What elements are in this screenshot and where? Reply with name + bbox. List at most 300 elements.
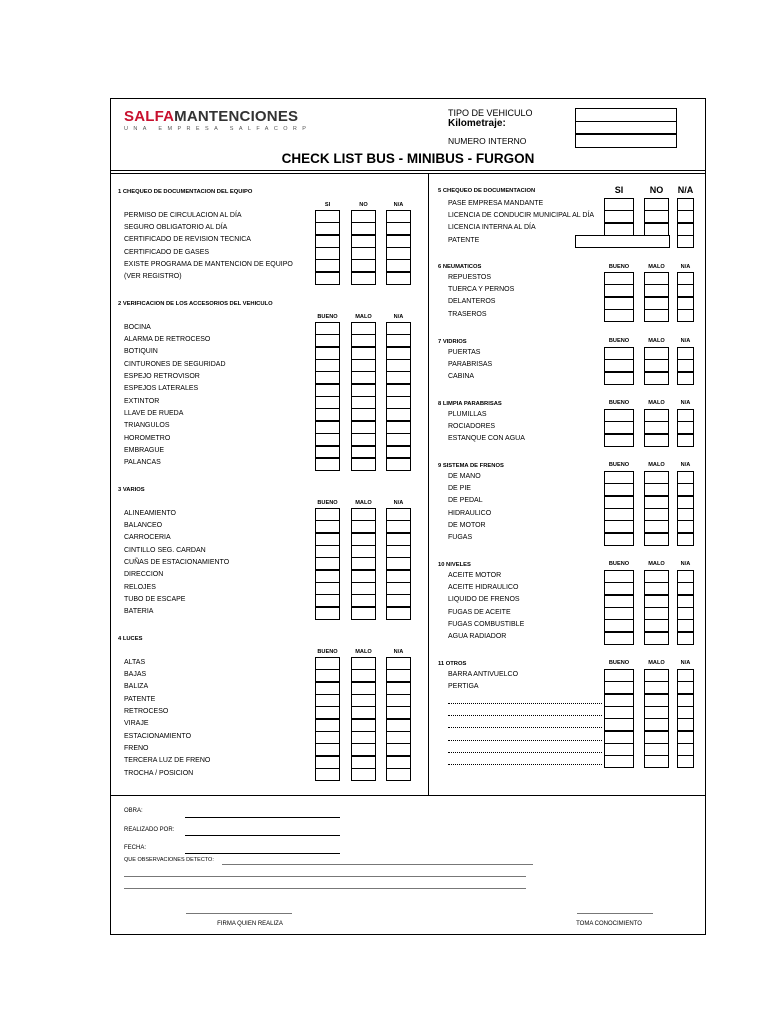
checkbox-na[interactable] [677,471,694,484]
checkbox-na[interactable] [386,235,411,248]
checkbox-na[interactable] [386,533,411,546]
checklist-item-label: FUGAS [448,534,473,542]
checkbox-si[interactable] [315,222,340,235]
checklist-item-label: TUBO DE ESCAPE [124,595,186,603]
checkbox-na[interactable] [677,607,694,620]
checkbox-na[interactable] [386,433,411,446]
checkbox-malo[interactable] [644,272,669,285]
checkbox-malo[interactable] [351,582,376,595]
section-title: 10 NIVELES [438,562,471,568]
checkbox-malo[interactable] [351,570,376,583]
checkbox-malo[interactable] [351,396,376,409]
column-header: MALO [648,660,665,666]
checkbox-bueno[interactable] [604,681,634,694]
checkbox-na[interactable] [677,434,694,447]
checkbox-bueno[interactable] [604,496,634,509]
column-header: N/A [393,649,404,655]
checklist-item-label: TROCHA / POSICION [124,769,194,777]
footer-divider [110,795,706,796]
checkbox-bueno[interactable] [315,657,340,670]
checkbox-bueno[interactable] [315,508,340,521]
checkbox-bueno[interactable] [604,272,634,285]
checklist-item-label: TUERCA Y PERNOS [448,285,515,293]
checkbox-malo[interactable] [644,421,669,434]
checkbox-bueno[interactable] [315,682,340,695]
checkbox-na[interactable] [677,297,694,310]
checklist-item-label: EXISTE PROGRAMA DE MANTENCION DE EQUIPO [124,260,293,268]
checkbox-malo[interactable] [351,508,376,521]
checkbox-na[interactable] [677,421,694,434]
column-header: BUENO [608,660,630,666]
checkbox-malo[interactable] [351,694,376,707]
checkbox-malo[interactable] [351,371,376,384]
checklist-item-label: RELOJES [124,583,156,591]
checkbox-na[interactable] [677,347,694,360]
checklist-item-label: ESTACIONAMIENTO [124,732,192,740]
checkbox-si[interactable] [315,259,340,272]
checkbox-bueno[interactable] [315,607,340,620]
checklist-item-label: HIDRAULICO [448,509,492,517]
observaciones-line[interactable] [124,876,526,877]
checkbox-si[interactable] [604,223,634,236]
checkbox-bueno[interactable] [315,533,340,546]
checkbox-bueno[interactable] [604,347,634,360]
checkbox-si[interactable] [315,210,340,223]
column-header: N/A [393,500,404,506]
checkbox-malo[interactable] [351,594,376,607]
checkbox-na[interactable] [677,409,694,422]
observaciones-line[interactable] [124,888,526,889]
kilometraje-field[interactable] [575,121,677,134]
checkbox-malo[interactable] [644,284,669,297]
header-divider [110,170,706,171]
checkbox-bueno[interactable] [604,669,634,682]
checkbox-malo[interactable] [351,768,376,781]
checkbox-bueno[interactable] [315,719,340,732]
section-title: 7 VIDRIOS [438,339,467,345]
checkbox-na[interactable] [386,347,411,360]
checkbox-na[interactable] [386,259,411,272]
checkbox-bueno[interactable] [315,594,340,607]
checklist-item-label: LICENCIA INTERNA AL DÍA [448,224,536,232]
checkbox-malo[interactable] [644,619,669,632]
checkbox-na[interactable] [386,508,411,521]
checkbox-bueno[interactable] [315,408,340,421]
checkbox-no[interactable] [351,235,376,248]
checkbox-bueno[interactable] [604,533,634,546]
checkbox-na[interactable] [677,669,694,682]
checkbox-malo[interactable] [644,496,669,509]
checkbox-bueno[interactable] [315,756,340,769]
observaciones-line[interactable] [222,864,533,865]
section-title: 6 NEUMATICOS [438,264,482,270]
checkbox-bueno[interactable] [315,669,340,682]
column-header: N/A [680,338,691,344]
section-title: 11 OTROS [438,661,467,667]
checkbox-malo[interactable] [644,632,669,645]
checkbox-na[interactable] [677,533,694,546]
checkbox-malo[interactable] [644,669,669,682]
checkbox-na[interactable] [386,657,411,670]
checkbox-na[interactable] [677,210,694,223]
checkbox-na[interactable] [677,706,694,719]
checkbox-na[interactable] [386,396,411,409]
checkbox-na[interactable] [677,272,694,285]
checkbox-na[interactable] [386,371,411,384]
checkbox-na[interactable] [386,272,411,285]
checkbox-no[interactable] [644,198,669,211]
column-header: SI [614,185,624,195]
checkbox-no[interactable] [351,222,376,235]
checklist-item-label: ACEITE HIDRAULICO [448,583,519,591]
checkbox-bueno[interactable] [315,731,340,744]
checkbox-na[interactable] [386,743,411,756]
checkbox-bueno[interactable] [315,458,340,471]
checkbox-malo[interactable] [644,409,669,422]
checklist-item-label: PUERTAS [448,348,481,356]
toma-conocimiento-line[interactable] [577,913,653,914]
checklist-item-label: FRENO [124,744,149,752]
checkbox-na[interactable] [386,582,411,595]
checkbox-bueno[interactable] [604,694,634,707]
checkbox-malo[interactable] [351,334,376,347]
checkbox-bueno[interactable] [604,595,634,608]
column-header: BUENO [608,400,630,406]
checkbox-malo[interactable] [644,570,669,583]
checklist-item-label: BALIZA [124,683,149,691]
checkbox-bueno[interactable] [315,334,340,347]
checkbox-malo[interactable] [351,669,376,682]
column-header: N/A [393,314,404,320]
checkbox-na[interactable] [386,570,411,583]
checklist-item-label: BATERIA [124,608,154,616]
checkbox-bueno[interactable] [315,694,340,707]
checkbox-na[interactable] [386,706,411,719]
checklist-item-label: CABINA [448,373,475,381]
checkbox-bueno[interactable] [315,433,340,446]
checklist-item-label: PATENTE [124,695,156,703]
checkbox-bueno[interactable] [315,706,340,719]
checkbox-bueno[interactable] [604,743,634,756]
checkbox-na[interactable] [386,520,411,533]
checklist-item-label: BOCINA [124,323,151,331]
checklist-item-label: DELANTEROS [448,298,496,306]
column-header: NO [649,185,664,195]
checkbox-na[interactable] [386,446,411,459]
checkbox-si[interactable] [604,210,634,223]
column-header: BUENO [317,649,338,655]
numero-interno-field[interactable] [575,134,677,148]
checkbox-malo[interactable] [351,408,376,421]
column-header: N/A [680,561,691,567]
checkbox-malo[interactable] [351,545,376,558]
checklist-item-label: ROCIADORES [448,422,496,430]
checkbox-malo[interactable] [351,446,376,459]
checkbox-na[interactable] [677,595,694,608]
checkbox-si[interactable] [315,247,340,260]
firma-quien-realiza-label: FIRMA QUIEN REALIZA [217,921,283,927]
realizado-por-field[interactable] [185,835,340,836]
blank-item-line[interactable] [448,715,602,716]
checkbox-bueno[interactable] [604,706,634,719]
checklist-item-label: BAJAS [124,670,147,678]
checkbox-bueno[interactable] [604,297,634,310]
checkbox-na[interactable] [677,731,694,744]
checkbox-malo[interactable] [351,756,376,769]
checkbox-malo[interactable] [351,533,376,546]
checkbox-malo[interactable] [351,433,376,446]
checkbox-na[interactable] [386,607,411,620]
patente-input[interactable] [575,235,670,248]
checkbox-malo[interactable] [351,719,376,732]
checkbox-bueno[interactable] [315,359,340,372]
checkbox-no[interactable] [351,259,376,272]
checkbox-no[interactable] [351,272,376,285]
checkbox-bueno[interactable] [604,508,634,521]
checkbox-malo[interactable] [351,520,376,533]
tipo-vehiculo-field[interactable] [575,108,677,122]
checkbox-bueno[interactable] [604,570,634,583]
checklist-item-label: PASE EMPRESA MANDANTE [448,199,544,207]
fecha-field[interactable] [185,853,340,854]
checkbox-bueno[interactable] [604,284,634,297]
blank-item-line[interactable] [448,764,602,765]
checkbox-na[interactable] [677,582,694,595]
checkbox-na[interactable] [386,768,411,781]
checkbox-na[interactable] [677,359,694,372]
checkbox-si[interactable] [604,198,634,211]
checkbox-na[interactable] [386,247,411,260]
checklist-item-label: PALANCAS [124,459,161,467]
checkbox-bueno[interactable] [604,372,634,385]
checkbox-na[interactable] [386,731,411,744]
checkbox-na[interactable] [677,718,694,731]
checkbox-na[interactable] [386,682,411,695]
section-title: 8 LIMPIA PARABRISAS [438,401,502,407]
checkbox-malo[interactable] [644,743,669,756]
company-tagline: UNA EMPRESA SALFACORP [124,126,312,132]
checklist-item-label: PERMISO DE CIRCULACION AL DÍA [124,211,242,219]
checklist-item-label: PLUMILLAS [448,410,487,418]
checkbox-bueno[interactable] [604,471,634,484]
checkbox-na[interactable] [386,756,411,769]
checkbox-si[interactable] [315,235,340,248]
checklist-item-label: ACEITE MOTOR [448,571,502,579]
checkbox-bueno[interactable] [315,371,340,384]
column-header: N/A [680,400,691,406]
checkbox-malo[interactable] [644,607,669,620]
checkbox-na[interactable] [386,222,411,235]
blank-item-line[interactable] [448,727,602,728]
column-header: MALO [648,462,665,468]
checkbox-bueno[interactable] [315,557,340,570]
checkbox-malo[interactable] [644,520,669,533]
checkbox-malo[interactable] [351,322,376,335]
checklist-item-label: LLAVE DE RUEDA [124,409,184,417]
blank-item-line[interactable] [448,752,602,753]
checkbox-bueno[interactable] [604,731,634,744]
checkbox-bueno[interactable] [315,347,340,360]
checkbox-malo[interactable] [351,743,376,756]
column-header: MALO [355,500,372,506]
checkbox-malo[interactable] [644,483,669,496]
checkbox-na[interactable] [386,334,411,347]
checkbox-na[interactable] [677,743,694,756]
checkbox-bueno[interactable] [315,322,340,335]
checkbox-malo[interactable] [644,706,669,719]
checkbox-malo[interactable] [351,657,376,670]
checkbox-bueno[interactable] [315,743,340,756]
checkbox-bueno[interactable] [604,718,634,731]
checkbox-bueno[interactable] [315,520,340,533]
checkbox-malo[interactable] [351,347,376,360]
column-header: MALO [648,400,665,406]
checkbox-malo[interactable] [644,694,669,707]
checkbox-malo[interactable] [351,607,376,620]
checkbox-bueno[interactable] [315,570,340,583]
checkbox-no[interactable] [644,210,669,223]
checkbox-na[interactable] [386,408,411,421]
checkbox-bueno[interactable] [315,384,340,397]
checkbox-na[interactable] [386,210,411,223]
toma-conocimiento-label: TOMA CONOCIMIENTO [576,921,642,927]
checkbox-bueno[interactable] [315,446,340,459]
checklist-item-label: CUÑAS DE ESTACIONAMIENTO [124,558,230,566]
checklist-item-label: EMBRAGUE [124,447,165,454]
checkbox-bueno[interactable] [604,409,634,422]
checkbox-na[interactable] [386,694,411,707]
checkbox-bueno[interactable] [604,421,634,434]
checkbox-malo[interactable] [351,458,376,471]
checkbox-na[interactable] [386,458,411,471]
checkbox-na[interactable] [677,570,694,583]
checkbox-bueno[interactable] [604,309,634,322]
checkbox-malo[interactable] [644,347,669,360]
checkbox-bueno[interactable] [604,434,634,447]
page-title: CHECK LIST BUS - MINIBUS - FURGON [281,151,535,166]
checkbox-bueno[interactable] [315,545,340,558]
checkbox-malo[interactable] [351,682,376,695]
checkbox-na[interactable] [677,755,694,768]
checkbox-bueno[interactable] [604,520,634,533]
checkbox-bueno[interactable] [604,582,634,595]
obra-field[interactable] [185,817,340,818]
checkbox-malo[interactable] [351,731,376,744]
section-title: 2 VERIFICACION DE LOS ACCESORIOS DEL VEHICULO [118,301,273,307]
checkbox-malo[interactable] [351,384,376,397]
checkbox-malo[interactable] [644,595,669,608]
checkbox-bueno[interactable] [604,483,634,496]
checklist-item-label: ALTAS [124,658,146,666]
checkbox-na[interactable] [677,508,694,521]
checkbox-na[interactable] [677,694,694,707]
checkbox-na[interactable] [386,594,411,607]
checkbox-bueno[interactable] [604,755,634,768]
checkbox-bueno[interactable] [604,619,634,632]
checkbox-bueno[interactable] [604,359,634,372]
checkbox-si[interactable] [315,272,340,285]
checkbox-na[interactable] [386,322,411,335]
blank-item-line[interactable] [448,703,602,704]
section-title: 1 CHEQUEO DE DOCUMENTACION DEL EQUIPO [118,189,253,195]
firma-line[interactable] [186,913,292,914]
checkbox-bueno[interactable] [604,632,634,645]
checkbox-malo[interactable] [644,309,669,322]
checklist-item-label: AGUA RADIADOR [448,633,507,641]
checklist-item-label: CINTILLO SEG. CARDAN [124,546,206,554]
checkbox-na[interactable] [677,496,694,509]
checklist-item-label: CARROCERIA [124,534,171,542]
checkbox-bueno[interactable] [315,396,340,409]
checkbox-na[interactable] [677,235,694,248]
checkbox-malo[interactable] [351,421,376,434]
checkbox-na[interactable] [677,223,694,236]
checkbox-na[interactable] [386,545,411,558]
checkbox-no[interactable] [351,247,376,260]
blank-item-line[interactable] [448,740,602,741]
checkbox-malo[interactable] [351,557,376,570]
checkbox-na[interactable] [677,372,694,385]
checkbox-no[interactable] [351,210,376,223]
section-title: 9 SISTEMA DE FRENOS [438,463,504,469]
checklist-item-label: TRIANGULOS [124,422,170,430]
column-header: MALO [648,338,665,344]
checkbox-malo[interactable] [351,706,376,719]
checkbox-na[interactable] [677,520,694,533]
checkbox-bueno[interactable] [604,607,634,620]
checkbox-bueno[interactable] [315,768,340,781]
checkbox-na[interactable] [677,309,694,322]
checkbox-no[interactable] [644,223,669,236]
checkbox-na[interactable] [386,384,411,397]
checkbox-malo[interactable] [644,508,669,521]
checkbox-malo[interactable] [644,471,669,484]
checkbox-na[interactable] [677,483,694,496]
checkbox-na[interactable] [386,669,411,682]
checkbox-malo[interactable] [644,372,669,385]
checkbox-malo[interactable] [644,533,669,546]
checkbox-malo[interactable] [644,731,669,744]
checkbox-malo[interactable] [644,582,669,595]
checkbox-na[interactable] [677,284,694,297]
checkbox-na[interactable] [386,421,411,434]
checklist-item-label: DE MOTOR [448,521,486,529]
checklist-item-label: DE PEDAL [448,497,483,505]
checkbox-na[interactable] [677,619,694,632]
checklist-item-label: LICENCIA DE CONDUCIR MUNICIPAL AL DÍA [448,211,594,219]
tipo-vehiculo-label: TIPO DE VEHICULO [448,108,533,118]
checkbox-malo[interactable] [644,755,669,768]
checkbox-malo[interactable] [351,359,376,372]
checkbox-na[interactable] [386,359,411,372]
column-header: N/A [393,202,404,208]
column-header: BUENO [608,462,630,468]
checkbox-na[interactable] [677,632,694,645]
checkbox-malo[interactable] [644,297,669,310]
header-divider-inner [110,173,706,174]
checkbox-bueno[interactable] [315,582,340,595]
checkbox-na[interactable] [677,198,694,211]
checkbox-na[interactable] [677,681,694,694]
checklist-item-label: ESTANQUE CON AGUA [448,435,525,443]
checkbox-malo[interactable] [644,681,669,694]
checkbox-na[interactable] [386,557,411,570]
checkbox-bueno[interactable] [315,421,340,434]
checkbox-na[interactable] [386,719,411,732]
checkbox-malo[interactable] [644,434,669,447]
checkbox-malo[interactable] [644,718,669,731]
checkbox-malo[interactable] [644,359,669,372]
